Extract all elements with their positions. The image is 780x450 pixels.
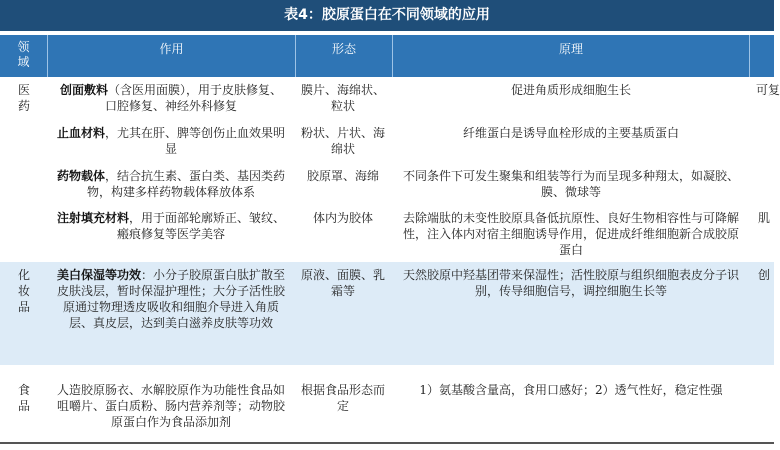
- form-cell: 根据食品形态而定: [300, 383, 385, 413]
- function-keyword: 药物载体: [56, 169, 105, 183]
- truncated-cell: 创: [758, 268, 771, 282]
- truncated-cell: 可复: [756, 83, 780, 97]
- form-cell: 膜片、海绵状、粒状: [300, 83, 385, 113]
- truncated-cell: 肌: [758, 211, 771, 225]
- table-header-row: [0, 35, 774, 77]
- header-form: 形态: [295, 35, 392, 77]
- function-cell: [54, 82, 288, 114]
- domain-cosmetics: 化 妆 品: [17, 268, 30, 314]
- header-function: 作用: [47, 35, 295, 77]
- principle-cell: 不同条件下可发生聚集和组装等行为而呈现多种翔太，如凝胶、膜、微球等: [402, 169, 739, 199]
- function-cell: [54, 382, 288, 430]
- table-bottom-rule: [0, 442, 774, 444]
- function-keyword: 创面敷料: [59, 83, 108, 97]
- principle-cell: 天然胶原中羟基团带来保湿性；活性胶原与组织细胞表皮分子识别，传导细胞信号，调控细胞生长等: [402, 268, 739, 298]
- function-cell: [54, 210, 288, 242]
- function-cell: [54, 168, 288, 200]
- header-extra: [749, 35, 774, 77]
- function-keyword: 注射填充材料: [56, 211, 129, 225]
- form-cell: 粉状、片状、海绵状: [300, 126, 385, 156]
- principle-cell: 纤维蛋白是诱导血栓形成的主要基质蛋白: [462, 126, 679, 140]
- function-description: ，尤其在肝、脾等创伤止血效果明显: [105, 126, 286, 156]
- header-domain: 领 域: [17, 40, 30, 69]
- domain-medicine: 医 药: [17, 83, 30, 113]
- function-keyword: 美白保湿等功效: [56, 268, 141, 282]
- form-cell: 原液、面膜、乳霜等: [300, 268, 385, 298]
- function-description: ，结合抗生素、蛋白类、基因类药物，构建多样药物载体释放体系: [86, 169, 286, 199]
- function-cell: [54, 267, 288, 331]
- function-description: ：小分子胶原蛋白肽扩散至皮肤浅层，暂时保湿护理性；大分子活性胶原通过物理透皮吸收和细胞介导进入角质层、真皮层，达到美白滋养皮肤等功效: [56, 268, 286, 330]
- function-description: 人造胶原肠衣、水解胶原作为功能性食品如咀嚼片、蛋白质粉、肠内营养剂等；动物胶原蛋白作为食品添加剂: [56, 383, 285, 429]
- function-cell: [54, 125, 288, 157]
- form-cell: 胶原罩、海绵: [306, 169, 379, 183]
- principle-cell: 促进角质形成细胞生长: [510, 83, 631, 97]
- table-title: 表4：胶原蛋白在不同领域的应用: [0, 0, 774, 31]
- domain-food: 食 品: [17, 383, 30, 413]
- principle-cell: 去除端肽的未变性胶原具备低抗原性、良好生物相容性与可降解性，注入体内对宿主细胞诱导作用，促进成纤维细胞新合成胶原蛋白: [402, 211, 739, 257]
- form-cell: 体内为胶体: [312, 211, 373, 225]
- header-principle: 原理: [392, 35, 749, 77]
- function-description: ，用于面部轮廓矫正、皱纹、瘢痕修复等医学美容: [116, 211, 286, 241]
- principle-cell: 1）氨基酸含量高，食用口感好；2）透气性好，稳定性强: [419, 383, 723, 397]
- function-keyword: 止血材料: [56, 126, 105, 140]
- function-description: （含医用面膜），用于皮肤修复、口腔修复、神经外科修复: [104, 83, 283, 113]
